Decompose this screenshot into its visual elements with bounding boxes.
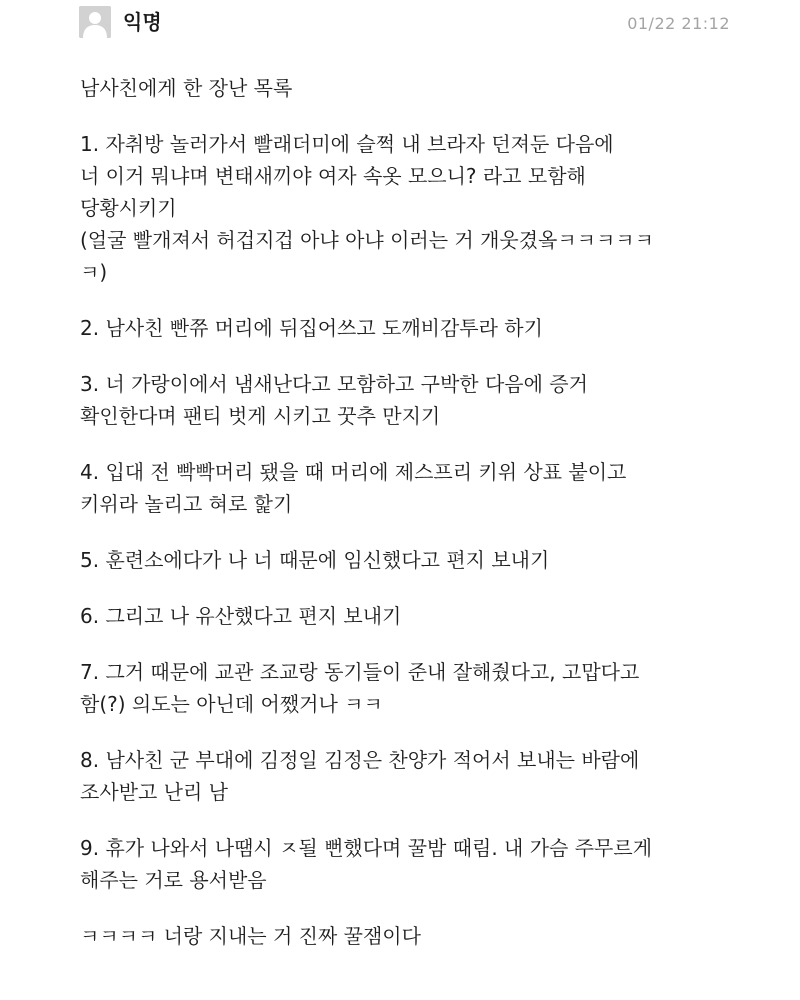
- list-item: [80, 656, 760, 720]
- list-item: [80, 456, 760, 520]
- list-item-line: 확인한다며 팬티 벗게 시키고 꿋추 만지기: [80, 404, 441, 428]
- list-item-line: 4. 입대 전 빡빡머리 됐을 때 머리에 제스프리 키위 상표 붙이고: [80, 460, 627, 484]
- list-item-line: 5. 훈련소에다가 나 너 때문에 임신했다고 편지 보내기: [80, 548, 550, 572]
- prank-list: [80, 128, 760, 896]
- list-item: [80, 600, 760, 632]
- post-timestamp: 01/22 21:12: [627, 14, 730, 33]
- list-item-line: 9. 휴가 나와서 나땜시 ㅈ될 뻔했다며 꿀밤 때림. 내 가슴 주무르게: [80, 836, 653, 860]
- list-item-line: 너 이거 뭐냐며 변태새끼야 여자 속옷 모으니? 라고 모함해: [80, 164, 586, 188]
- list-item-line: 해주는 거로 용서받음: [80, 868, 267, 892]
- list-item-line: 함(?) 의도는 아닌데 어쨌거나 ㅋㅋ: [80, 692, 383, 716]
- list-item-line: (얼굴 빨개져서 허겁지겁 아냐 아냐 이러는 거 개웃겼옼ㅋㅋㅋㅋㅋ: [80, 228, 654, 252]
- author-name[interactable]: 익명: [123, 10, 162, 34]
- closing-line: ㅋㅋㅋㅋ 너랑 지내는 거 진짜 꿀잼이다: [80, 924, 421, 948]
- list-item-line: 조사받고 난리 남: [80, 780, 228, 804]
- list-item: [80, 832, 760, 896]
- list-item-line: 6. 그리고 나 유산했다고 편지 보내기: [80, 604, 402, 628]
- list-item: [80, 368, 760, 432]
- list-item-line: 3. 너 가랑이에서 냄새난다고 모함하고 구박한 다음에 증거: [80, 372, 588, 396]
- post-title-line: 남사친에게 한 장난 목록: [80, 76, 293, 100]
- list-item: [80, 544, 760, 576]
- list-item-line: 1. 자취방 놀러가서 빨래더미에 슬쩍 내 브라자 던져둔 다음에: [80, 132, 614, 156]
- list-item-line: 키위라 놀리고 혀로 핥기: [80, 492, 293, 516]
- post-header: [0, 0, 800, 50]
- list-item: [80, 128, 760, 288]
- list-item: [80, 312, 760, 344]
- list-item-line: ㅋ): [80, 260, 108, 284]
- list-item-line: 2. 남사친 빤쮸 머리에 뒤집어쓰고 도깨비감투라 하기: [80, 316, 543, 340]
- list-item-line: 당황시키기: [80, 196, 177, 220]
- list-item-line: 7. 그거 때문에 교관 조교랑 동기들이 준내 잘해줬다고, 고맙다고: [80, 660, 640, 684]
- list-item-line: 8. 남사친 군 부대에 김정일 김정은 찬양가 적어서 보내는 바람에: [80, 748, 640, 772]
- list-item: [80, 744, 760, 808]
- post-body: [80, 72, 760, 952]
- default-user-avatar-icon[interactable]: [79, 6, 111, 38]
